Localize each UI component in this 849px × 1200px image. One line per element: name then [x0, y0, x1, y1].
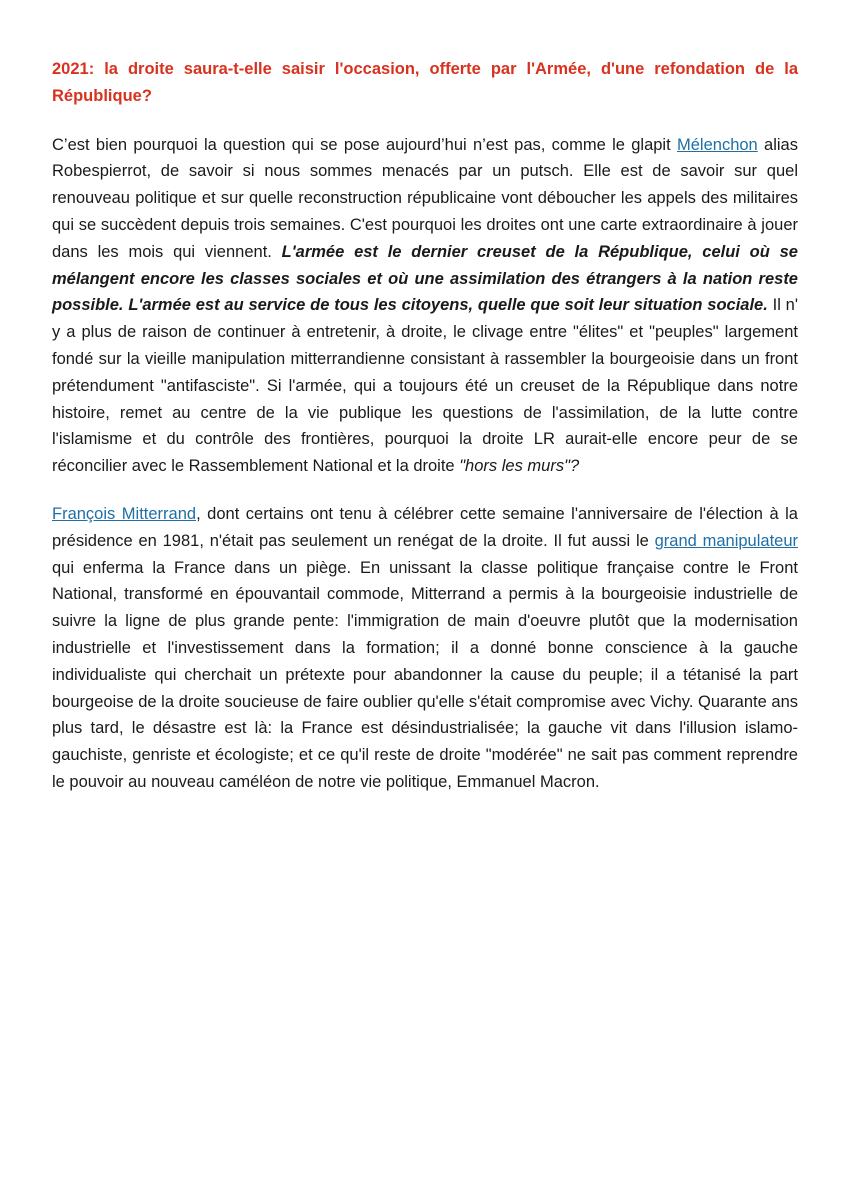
document-page [52, 56, 798, 817]
link-grand-manipulateur[interactable]: grand manipulateur [654, 531, 798, 550]
article-heading: 2021: la droite saura-t-elle saisir l'occasion, offerte par l'Armée, d'une refondation de la République? [52, 60, 798, 105]
paragraph-1-italic-end: "hors les murs"? [459, 457, 580, 476]
paragraph-1-text-b: alias Robespierrot, de savoir si nous sommes menacés par un putsch. Elle est de savoir sur quel renouveau politique et sur quelle reconstruction républicaine vont déboucher les appels des militaires qui se succèdent depuis trois semaines. C'est pourquoi les droites ont une carte extraordinaire à jouer dans les mois qui viennent. [52, 135, 798, 261]
paragraph-2-text-a: , dont certains ont tenu à célébrer cette semaine l'anniversaire de l'élection à la présidence en 1981, n'était pas seulement un renégat de la droite. Il fut aussi le [52, 504, 798, 550]
link-melenchon[interactable]: Mélenchon [677, 135, 758, 154]
paragraph-1-text-a: C’est bien pourquoi la question qui se pose aujourd’hui n’est pas, comme le glapit [52, 135, 677, 154]
paragraph-1-emphasis: L'armée est le dernier creuset de la République, celui où se mélangent encore les classes sociales et où une assimilation des étrangers à la nation reste possible. L'armée est au service de tous les citoyens, quelle que soit leur situation sociale. [52, 242, 798, 315]
paragraph-2 [52, 501, 798, 796]
paragraph-1 [52, 132, 798, 480]
paragraph-2-text-b: qui enferma la France dans un piège. En unissant la classe politique française contre le Front National, transformé en épouvantail commode, Mitterrand a permis à la bourgeoisie industrielle de suivre la ligne de plus grande pente: l'immigration de main d'oeuvre plutôt que la modernisation industrielle et l'investissement dans la formation; il a donné bonne conscience à la gauche individualiste qui cherchait un prétexte pour abandonner la cause du peuple; il a tétanisé la part bourgeoise de la droite soucieuse de faire oublier qu'elle s'était compromise avec Vichy. Quarante ans plus tard, le désastre est là: la France est désindustrialisée; la gauche vit dans l'illusion islamo-gauchiste, genriste et écologiste; et ce qu'il reste de droite "modérée" ne sait pas comment reprendre le pouvoir au nouveau caméléon de notre vie politique, Emmanuel Macron. [52, 558, 798, 791]
paragraph-1-text-c: Il n' y a plus de raison de continuer à entretenir, à droite, le clivage entre "élites" et "peuples" largement fondé sur la vieille manipulation mitterrandienne consistant à rassembler la bourgeoisie dans un front prétendument "antifasciste". Si l'armée, qui a toujours été un creuset de la République dans notre histoire, remet au centre de la vie publique les questions de l'assimilation, de la lutte contre l'islamisme et du contrôle des frontières, pourquoi la droite LR aurait-elle encore peur de se réconcilier avec le Rassemblement National et la droite [52, 296, 798, 476]
link-francois-mitterrand[interactable]: François Mitterrand [52, 504, 197, 523]
